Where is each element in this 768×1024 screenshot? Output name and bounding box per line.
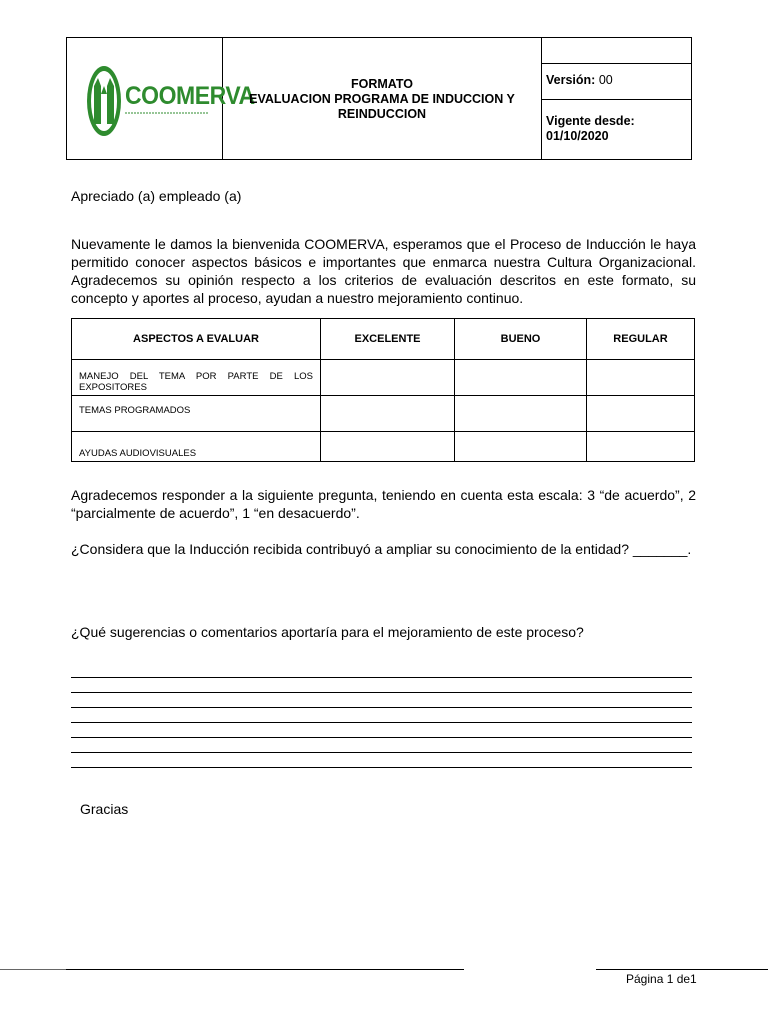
valid-from-label: Vigente desde:: [546, 114, 635, 128]
document-header: [66, 37, 692, 160]
page-number: Página 1 de1: [626, 972, 697, 986]
valid-from-row: [542, 100, 691, 160]
valid-from-value: 01/10/2020: [546, 129, 609, 143]
table-row: [72, 360, 695, 396]
row-label-speakers: MANEJO DEL TEMA POR PARTE DE LOS EXPOSITORES: [72, 360, 321, 396]
logo-tagline-decoration: [125, 111, 209, 115]
evaluation-table: [71, 318, 695, 462]
column-header-regular: REGULAR: [587, 319, 695, 360]
good-cell[interactable]: [455, 432, 587, 462]
regular-cell[interactable]: [587, 360, 695, 396]
table-row: [72, 432, 695, 462]
coomerva-logo-icon: [85, 64, 123, 138]
logo-cell: [67, 38, 255, 159]
excellent-cell[interactable]: [321, 396, 455, 432]
table-header-row: [72, 319, 695, 360]
answer-line[interactable]: [71, 677, 692, 678]
regular-cell[interactable]: [587, 396, 695, 432]
answer-line[interactable]: [71, 692, 692, 693]
footer-divider-left: [0, 969, 66, 970]
good-cell[interactable]: [455, 360, 587, 396]
column-header-good: BUENO: [455, 319, 587, 360]
intro-paragraph: Nuevamente le damos la bienvenida COOMERVA, esperamos que el Proceso de Inducción le haya permitido conocer aspectos básicos e importantes que enmarca nuestra Cultura Organizacional. Agradecemos su opinión respecto a los criterios de evaluación descritos en este formato, su concepto y aportes al proceso, ayudan a nuestro mejoramiento continuo.: [71, 236, 696, 306]
scale-instructions: Agradecemos responder a la siguiente pregunta, teniendo en cuenta esta escala: 3 “de acuerdo”, 2 “parcialmente de acuerdo”, 1 “en desacuerdo”.: [71, 487, 696, 521]
version-value: 00: [598, 73, 613, 87]
question-knowledge: ¿Considera que la Inducción recibida contribuyó a ampliar su conocimiento de la entidad? _______.: [71, 541, 692, 557]
title-line-2: EVALUACION PROGRAMA DE INDUCCION Y: [249, 92, 515, 106]
answer-line[interactable]: [71, 722, 692, 723]
company-logo-text: COOMERVA: [125, 82, 255, 110]
thanks-text: Gracias: [80, 801, 129, 817]
document-title: [223, 38, 542, 159]
answer-line[interactable]: [71, 707, 692, 708]
row-label-audiovisual: AYUDAS AUDIOVISUALES: [72, 432, 321, 462]
version-cell: [542, 38, 691, 159]
footer-divider: [66, 969, 464, 970]
blank-header-row: [542, 38, 691, 64]
answer-line[interactable]: [71, 737, 692, 738]
answer-line[interactable]: [71, 752, 692, 753]
row-label-topics: TEMAS PROGRAMADOS: [72, 396, 321, 432]
version-label: Versión:: [546, 73, 596, 87]
title-line-3: REINDUCCION: [337, 107, 427, 121]
excellent-cell[interactable]: [321, 432, 455, 462]
table-row: [72, 396, 695, 432]
question-suggestions: ¿Qué sugerencias o comentarios aportaría para el mejoramiento de este proceso?: [71, 624, 584, 640]
title-line-1: FORMATO: [350, 77, 414, 91]
column-header-excellent: EXCELENTE: [321, 319, 455, 360]
answer-line[interactable]: [71, 767, 692, 768]
footer-divider-right: [596, 969, 768, 970]
version-row: [542, 64, 691, 100]
excellent-cell[interactable]: [321, 360, 455, 396]
regular-cell[interactable]: [587, 432, 695, 462]
good-cell[interactable]: [455, 396, 587, 432]
column-header-aspects: ASPECTOS A EVALUAR: [72, 319, 321, 360]
greeting: Apreciado (a) empleado (a): [71, 188, 242, 204]
